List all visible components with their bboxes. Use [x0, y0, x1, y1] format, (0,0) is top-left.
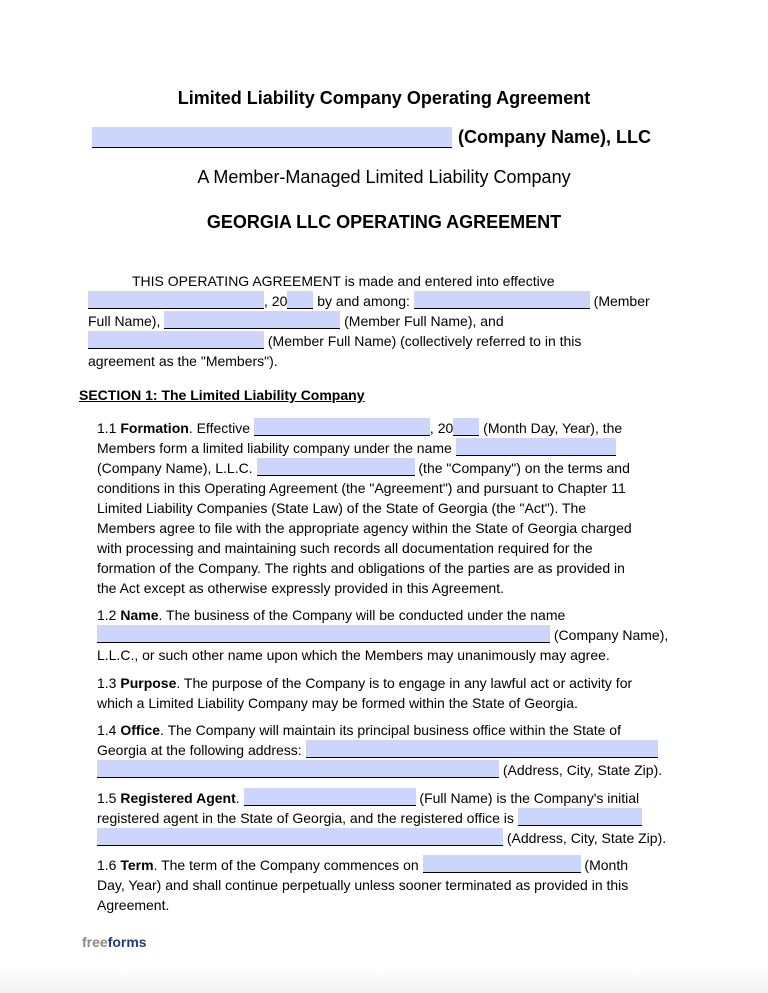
clause-text: Members form a limited liability company under the name [97, 440, 456, 456]
office-clause [97, 720, 662, 780]
clause-text: L.L.C., or such other name upon which the Members may unanimously may agree. [97, 647, 610, 663]
clause-label: Office [120, 722, 161, 738]
clause-text: Members agree to file with the appropriate agency within the State of Georgia charged [97, 520, 632, 536]
term-start-date-field[interactable] [423, 855, 581, 873]
member-3-name-field[interactable] [88, 331, 264, 349]
clause-label: Name [120, 607, 159, 623]
formation-clause [97, 418, 632, 598]
clause-text: (Company Name), L.L.C. [97, 460, 257, 476]
member-2-name-field[interactable] [164, 311, 340, 329]
clause-text: registered agent in the State of Georgia, and the registered office is [97, 810, 518, 826]
clause-number: 1.2 [97, 607, 121, 623]
intro-text: (Member Full Name) (collectively referred to in this [264, 333, 582, 349]
page-bottom-edge [0, 968, 768, 993]
business-name-field[interactable] [97, 625, 550, 643]
company-name-field[interactable] [92, 127, 452, 148]
clause-text: the Act except as otherwise expressly provided in this Agreement. [97, 580, 504, 596]
clause-number: 1.1 [97, 420, 121, 436]
freeforms-logo [82, 934, 147, 950]
company-name-suffix: (Company Name), LLC [458, 127, 652, 147]
document-subtitle: A Member-Managed Limited Liability Company [197, 167, 571, 187]
clause-text: . [235, 790, 244, 806]
document-title: Limited Liability Company Operating Agreement [177, 88, 591, 108]
logo-free-text: free [82, 934, 108, 950]
clause-text: formation of the Company. The rights and obligations of the parties are as provided in [97, 560, 625, 576]
clause-text: . Effective [188, 420, 254, 436]
agent-name-field[interactable] [244, 788, 416, 806]
effective-year-field[interactable] [287, 291, 313, 309]
section-1-heading: SECTION 1: The Limited Liability Company [79, 387, 365, 403]
clause-text: , 20 [429, 420, 454, 436]
clause-text: (Address, City, State Zip). [503, 830, 667, 846]
agent-office-line-2-field[interactable] [97, 828, 503, 846]
clause-text: Limited Liability Companies (State Law) of the State of Georgia (the "Act"). The [97, 500, 587, 516]
intro-text: (Member [589, 293, 650, 309]
clause-number: 1.4 [97, 722, 121, 738]
intro-text: Full Name), [88, 313, 165, 329]
logo-forms-text: forms [107, 934, 147, 950]
purpose-clause [97, 673, 632, 713]
clause-label: Purpose [120, 675, 177, 691]
clause-text: Georgia at the following address: [97, 742, 306, 758]
intro-text: by and among: [313, 293, 414, 309]
formation-year-field[interactable] [453, 418, 479, 436]
clause-text: (Company Name), [550, 627, 669, 643]
clause-text: which a Limited Liability Company may be formed within the State of Georgia. [97, 695, 578, 711]
member-1-name-field[interactable] [414, 291, 590, 309]
formation-company-name-field[interactable] [456, 438, 616, 456]
state-title: GEORGIA LLC OPERATING AGREEMENT [206, 212, 562, 232]
clause-label: Registered Agent [120, 790, 236, 806]
office-address-line-2-field[interactable] [97, 760, 499, 778]
clause-number: 1.6 [97, 857, 121, 873]
agent-office-line-1-field[interactable] [518, 808, 642, 826]
intro-text: THIS OPERATING AGREEMENT is made and entered into effective [132, 273, 555, 289]
clause-text: (the "Company") on the terms and [414, 460, 630, 476]
clause-text: Day, Year) and shall continue perpetually unless sooner terminated as provided in this [97, 877, 629, 893]
formation-date-field[interactable] [254, 418, 430, 436]
clause-text: (Address, City, State Zip). [499, 762, 663, 778]
clause-text: with processing and maintaining such records all documentation required for the [97, 540, 593, 556]
company-name-line [92, 127, 651, 148]
clause-text: (Full Name) is the Company's initial [415, 790, 640, 806]
effective-date-field[interactable] [88, 291, 264, 309]
clause-text: (Month Day, Year), the [479, 420, 623, 436]
intro-paragraph [88, 271, 650, 371]
formation-company-field[interactable] [257, 458, 415, 476]
clause-text: (Month [580, 857, 629, 873]
intro-text: (Member Full Name), and [340, 313, 504, 329]
registered-agent-clause [97, 788, 666, 848]
clause-label: Formation [120, 420, 189, 436]
term-clause [97, 855, 628, 915]
clause-text: . The business of the Company will be conducted under the name [158, 607, 566, 623]
clause-label: Term [120, 857, 154, 873]
name-clause [97, 605, 668, 665]
office-address-line-1-field[interactable] [306, 740, 658, 758]
clause-text: . The purpose of the Company is to engage in any lawful act or activity for [176, 675, 633, 691]
intro-text: , 20 [264, 293, 288, 309]
clause-text: . The term of the Company commences on [153, 857, 423, 873]
clause-number: 1.3 [97, 675, 121, 691]
clause-number: 1.5 [97, 790, 121, 806]
intro-text: agreement as the "Members"). [88, 353, 278, 369]
clause-text: . The Company will maintain its principal business office within the State of [160, 722, 621, 738]
clause-text: Agreement. [97, 897, 170, 913]
clause-text: conditions in this Operating Agreement (the "Agreement") and pursuant to Chapter 11 [97, 480, 626, 496]
